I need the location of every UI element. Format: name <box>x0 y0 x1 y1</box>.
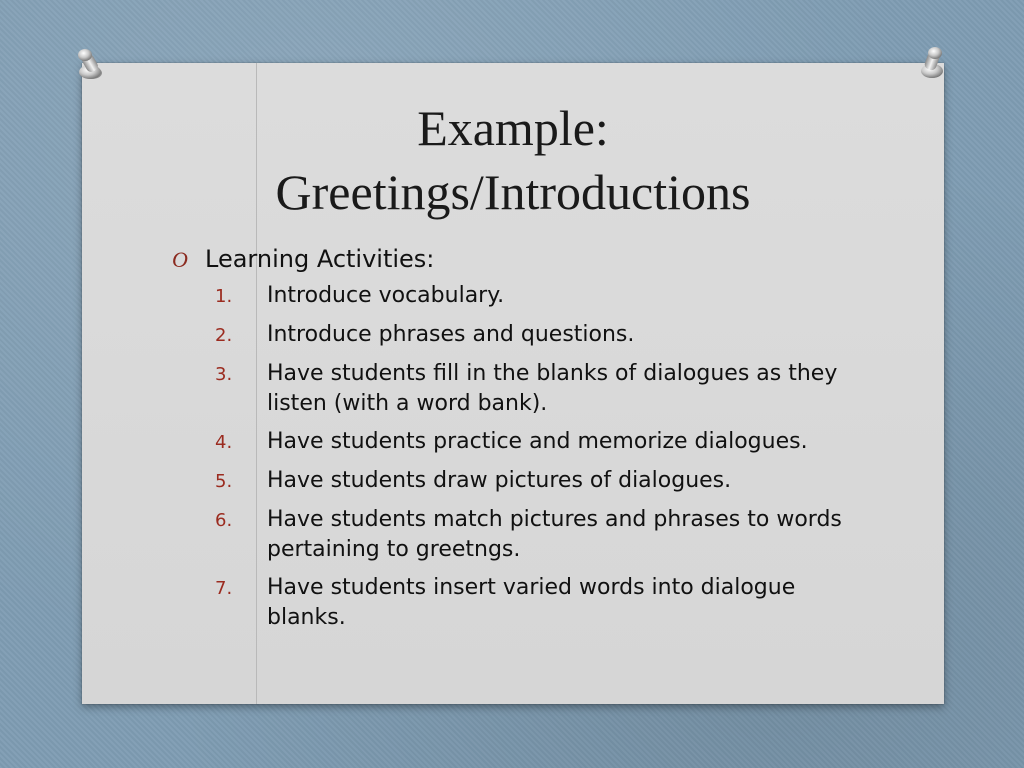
list-item-text: Have students insert varied words into dialogue blanks. <box>267 575 796 630</box>
list-item-text: Introduce phrases and questions. <box>267 322 635 347</box>
list-item-number: 5. <box>215 471 233 492</box>
list-item-text: Have students practice and memorize dialogues. <box>267 429 808 454</box>
list-item <box>172 466 872 497</box>
bullet-marker: O <box>172 247 188 272</box>
list-item-text: Introduce vocabulary. <box>267 283 505 308</box>
bullet-item <box>172 244 872 275</box>
list-item-text: Have students fill in the blanks of dialogues as they listen (with a word bank). <box>267 361 838 416</box>
list-item <box>172 359 872 419</box>
slide-title-line2: Greetings/Introductions <box>275 164 751 220</box>
slide-title-line1: Example: <box>417 100 609 156</box>
list-item-number: 4. <box>215 432 233 453</box>
pushpin-icon <box>72 46 108 82</box>
slide-content <box>172 244 872 641</box>
list-item-text: Have students match pictures and phrases to words pertaining to greetngs. <box>267 507 842 562</box>
list-item <box>172 320 872 351</box>
list-item-number: 6. <box>215 510 233 531</box>
list-item-number: 1. <box>215 286 233 307</box>
pushpin-icon <box>914 44 950 80</box>
list-item-number: 3. <box>215 364 233 385</box>
list-item <box>172 573 872 633</box>
list-item <box>172 505 872 565</box>
activity-list <box>172 281 872 633</box>
list-item <box>172 281 872 312</box>
list-item-text: Have students draw pictures of dialogues. <box>267 468 732 493</box>
list-item-number: 2. <box>215 325 233 346</box>
list-item <box>172 427 872 458</box>
bullet-text: Learning Activities: <box>205 245 435 273</box>
list-item-number: 7. <box>215 578 233 599</box>
slide-title <box>82 96 944 224</box>
